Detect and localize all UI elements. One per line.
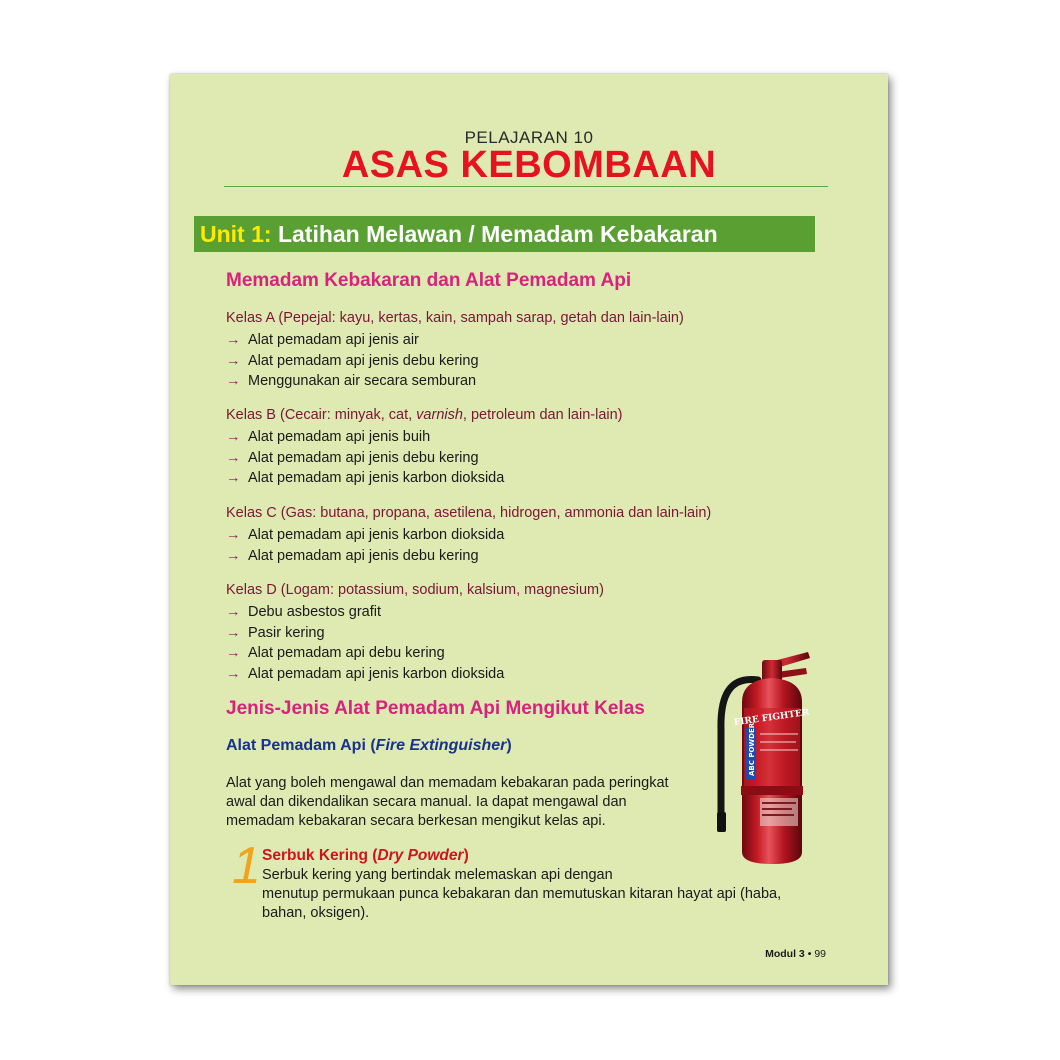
extinguisher-brand-text: FIRE FIGHTER bbox=[733, 707, 811, 729]
arrow-icon: → bbox=[226, 527, 241, 543]
class-d-heading: Kelas D (Logam: potassium, sodium, kalsium, magnesium) bbox=[226, 582, 604, 598]
arrow-icon: → bbox=[226, 332, 241, 348]
arrow-icon: → bbox=[226, 624, 241, 641]
class-b-heading: Kelas B (Cecair: minyak, cat, varnish, petroleum dan lain-lain) bbox=[226, 407, 623, 423]
lesson-label: PELAJARAN 10 bbox=[464, 128, 594, 147]
arrow-icon: → bbox=[226, 449, 241, 466]
extinguisher-heading: Alat Pemadam Api (Fire Extinguisher) bbox=[226, 737, 512, 754]
arrow-icon: → bbox=[226, 547, 241, 564]
arrow-icon: → bbox=[226, 352, 241, 369]
section-heading-memadam: Memadam Kebakaran dan Alat Pemadam Api bbox=[226, 270, 632, 291]
item-title: Serbuk Kering (Dry Powder) bbox=[262, 847, 469, 864]
title-divider bbox=[224, 186, 828, 187]
class-a-heading: Kelas A (Pepejal: kayu, kertas, kain, sampah sarap, getah dan lain-lain) bbox=[226, 310, 684, 326]
list-item: → Alat pemadam api debu kering bbox=[226, 643, 826, 664]
list-item: → Alat pemadam api jenis debu kering bbox=[226, 351, 826, 372]
list-item: → Debu asbestos grafit bbox=[226, 602, 826, 623]
section-heading-jenis: Jenis-Jenis Alat Pemadam Api Mengikut Kelas bbox=[226, 698, 645, 719]
unit-title: Latihan Melawan / Memadam Kebakaran bbox=[277, 221, 718, 247]
item-number: 1 bbox=[232, 837, 261, 895]
list-item: → Alat pemadam api jenis buih bbox=[226, 427, 826, 448]
class-c-block bbox=[226, 505, 846, 566]
fire-extinguisher-image bbox=[710, 650, 820, 868]
list-item: → Alat pemadam api jenis debu kering bbox=[226, 448, 826, 469]
extinguisher-type-text: ABC POWDER bbox=[748, 722, 756, 776]
arrow-icon: → bbox=[226, 470, 241, 486]
arrow-icon: → bbox=[226, 373, 241, 389]
unit-label: Unit 1: bbox=[200, 221, 272, 247]
extinguisher-description: Alat yang boleh mengawal dan memadam kebakaran pada peringkat awal dan dikendalikan secara manual. Ia dapat mengawal dan memadam kebakaran secara berkesan mengikut kelas api. bbox=[226, 775, 669, 829]
class-a-block bbox=[226, 310, 826, 392]
page-title: ASAS KEBOMBAAN bbox=[341, 144, 717, 186]
arrow-icon: → bbox=[226, 645, 241, 661]
arrow-icon: → bbox=[226, 604, 241, 620]
list-item: → Alat pemadam api jenis debu kering bbox=[226, 546, 846, 567]
unit-banner bbox=[194, 216, 815, 252]
list-item: → Alat pemadam api jenis karbon dioksida bbox=[226, 664, 826, 685]
page-footer: Modul 3 • 99 bbox=[765, 948, 826, 960]
list-item: → Alat pemadam api jenis air bbox=[226, 330, 826, 351]
class-c-heading: Kelas C (Gas: butana, propana, asetilena, hidrogen, ammonia dan lain-lain) bbox=[226, 505, 712, 521]
list-item: → Alat pemadam api jenis karbon dioksida bbox=[226, 468, 826, 489]
arrow-icon: → bbox=[226, 665, 241, 682]
page bbox=[170, 74, 888, 985]
item-description: Serbuk kering yang bertindak melemaskan api dengan menutup permukaan punca kebakaran dan memutuskan kitaran hayat api (haba, bahan, oksigen). bbox=[262, 867, 782, 921]
list-item: → Alat pemadam api jenis karbon dioksida bbox=[226, 525, 846, 546]
arrow-icon: → bbox=[226, 429, 241, 445]
list-item: → Pasir kering bbox=[226, 623, 826, 644]
class-b-block bbox=[226, 407, 826, 489]
list-item: → Menggunakan air secara semburan bbox=[226, 371, 826, 392]
